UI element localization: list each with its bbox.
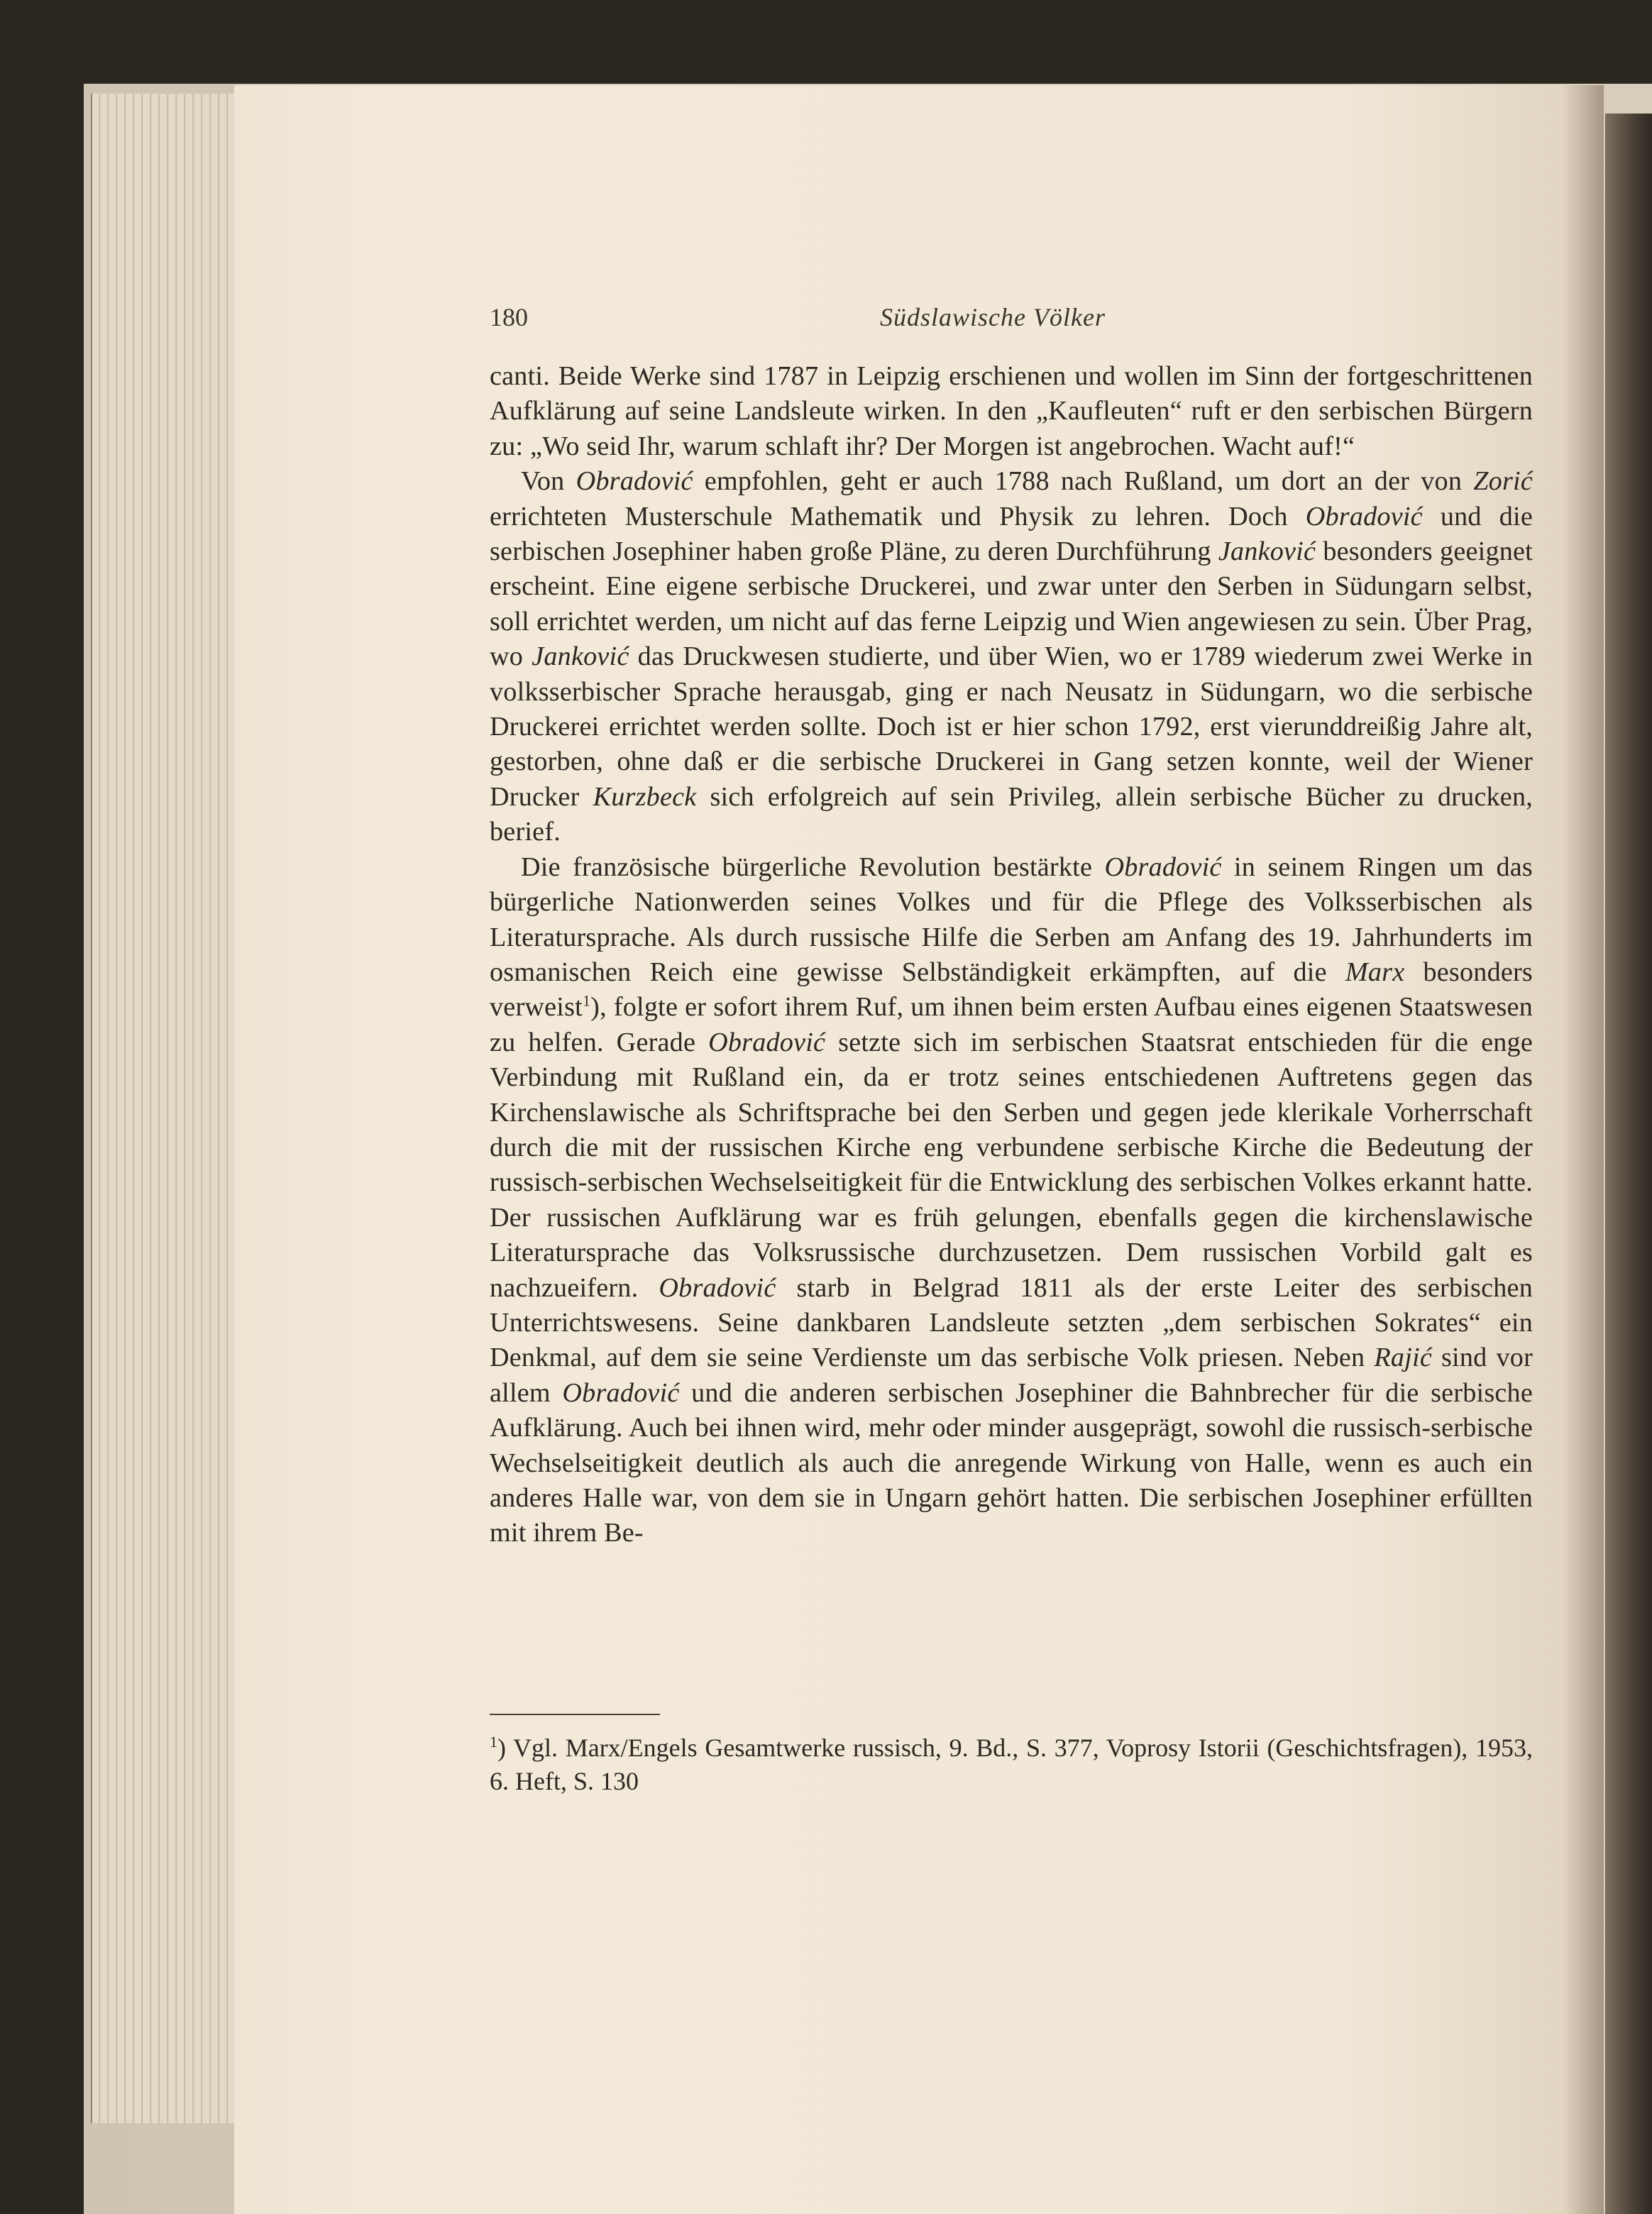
italic-name: Rajić	[1374, 1343, 1432, 1373]
text-run: starb in Belgrad 1811 als der erste Leiter des serbischen Unterrichtswesens. Seine dankbaren Landsleute setzten „dem serbischen Sokrates“ ein Denkmal, auf dem sie seine Verdienste um das serbische Volk priesen. Neben	[490, 1272, 1533, 1373]
text-run: das Druckwesen studierte, und über Wien, wo er 1789 wiederum zwei Werke in volksserbischer Sprache herausgab, ging er nach Neusatz in Südungarn, wo die serbische Druckerei errichtet werden sollte. Doch ist er hier schon 1792, erst vierunddreißig Jahre alt, gestorben, ohne daß er die serbische Druckerei in Gang setzen konnte, weil der Wiener Drucker	[490, 641, 1533, 812]
text-run: sich erfolgreich auf sein Privileg, allein serbische Bücher zu drucken, berief.	[490, 781, 1533, 847]
footnote-marker: 1	[582, 991, 591, 1010]
footnotes	[490, 1731, 1533, 1798]
text-run: errichteten Musterschule Mathematik und Physik zu lehren. Doch	[490, 501, 1306, 532]
text-run: und die anderen serbischen Josephiner die Bahnbrecher für die serbische Aufklärung. Auch bei ihnen wird, mehr oder minder ausgeprägt, sowohl die russisch-serbische Wechselseitigkeit deutlich als auch die anregende Wirkung von Halle, wenn es auch ein anderes Halle war, von dem sie in Ungarn gehört hatten. Die serbischen Josephiner erfüllten mit ihrem Be-	[490, 1377, 1533, 1548]
running-head	[490, 302, 1533, 345]
italic-name: Kurzbeck	[593, 781, 697, 812]
text-run: setzte sich im serbischen Staatsrat entschieden für die enge Verbindung mit Rußland ein, da er trotz seines entschiedenen Auftretens gegen das Kirchenslawische als Schriftsprache bei den Serben und gegen jede klerikale Vorherrschaft durch die mit der russischen Kirche eng verbundene serbische Kirche die Bedeutung der russisch-serbischen Wechselseitigkeit für die Entwicklung des serbischen Volkes erkannt hatte. Der russischen Aufklärung war es früh gelungen, ebenfalls gegen die kirchenslawische Literatursprache das Volksrussische durchzusetzen. Dem russischen Vorbild galt es nachzueifern.	[490, 1027, 1533, 1303]
text-run: Von	[521, 466, 576, 497]
text-run: in seinem Ringen um das bürgerliche Nationwerden seines Volkes und für die Pflege des Volksserbischen als Literatursprache. Als durch russische Hilfe die Serben am Anfang des 19. Jahrhunderts im osmanischen Reich eine gewisse Selbständigkeit erkämpften, auf die	[490, 852, 1533, 987]
text-run: sind vor allem	[490, 1343, 1533, 1408]
italic-name: Marx	[1345, 957, 1405, 987]
footnote-mark: 1	[490, 1733, 497, 1751]
italic-name: Janković	[1218, 536, 1316, 567]
footnote-rule	[490, 1714, 660, 1715]
facing-page-edge	[1605, 114, 1652, 2214]
text-run: und die serbischen Josephiner haben große Pläne, zu deren Durchführung	[490, 501, 1533, 567]
text-run: ), folgte er sofort ihrem Ruf, um ihnen beim ersten Aufbau eines eigenen Staatswesen zu helfen. Gerade	[490, 992, 1533, 1057]
text-run: Die französische bürgerliche Revolution bestärkte	[521, 852, 1105, 882]
paragraph	[490, 359, 1533, 464]
running-title: Südslawische Völker	[880, 303, 1106, 331]
italic-name: Zorić	[1473, 466, 1533, 497]
footnote-text: ) Vgl. Marx/Engels Gesamtwerke russisch, 9. Bd., S. 377, Voprosy Istorii (Geschichtsfragen), 1953, 6. Heft, S. 130	[490, 1734, 1533, 1795]
text-run: besonders geeignet erscheint. Eine eigene serbische Druckerei, und zwar unter den Serben in Südungarn selbst, soll errichtet werden, um nicht auf das ferne Leipzig und Wien angewiesen zu sein. Über Prag, wo	[490, 536, 1533, 672]
text-run: empfohlen, geht er auch 1788 nach Rußland, um dort an der von	[693, 466, 1474, 497]
italic-name: Obradović	[562, 1377, 680, 1408]
page-edges	[91, 94, 234, 2123]
body-text	[490, 359, 1533, 1551]
italic-name: Obradović	[659, 1272, 776, 1303]
italic-name: Janković	[532, 641, 629, 672]
italic-name: Obradović	[576, 466, 693, 497]
page-number: 180	[490, 303, 528, 331]
footnote	[490, 1731, 1533, 1798]
text-run: besonders verweist	[490, 957, 1533, 1023]
paragraph	[490, 464, 1533, 849]
italic-name: Obradović	[1305, 501, 1423, 532]
italic-name: Obradović	[1104, 852, 1222, 882]
italic-name: Obradović	[708, 1027, 826, 1057]
paragraph	[490, 850, 1533, 1551]
text-run: canti. Beide Werke sind 1787 in Leipzig erschienen und wollen im Sinn der fortgeschrittenen Aufklärung auf seine Landsleute wirken. In den „Kaufleuten“ ruft er den serbischen Bürgern zu: „Wo seid Ihr, warum schlaft ihr? Der Morgen ist angebrochen. Wacht auf!“	[490, 361, 1533, 461]
